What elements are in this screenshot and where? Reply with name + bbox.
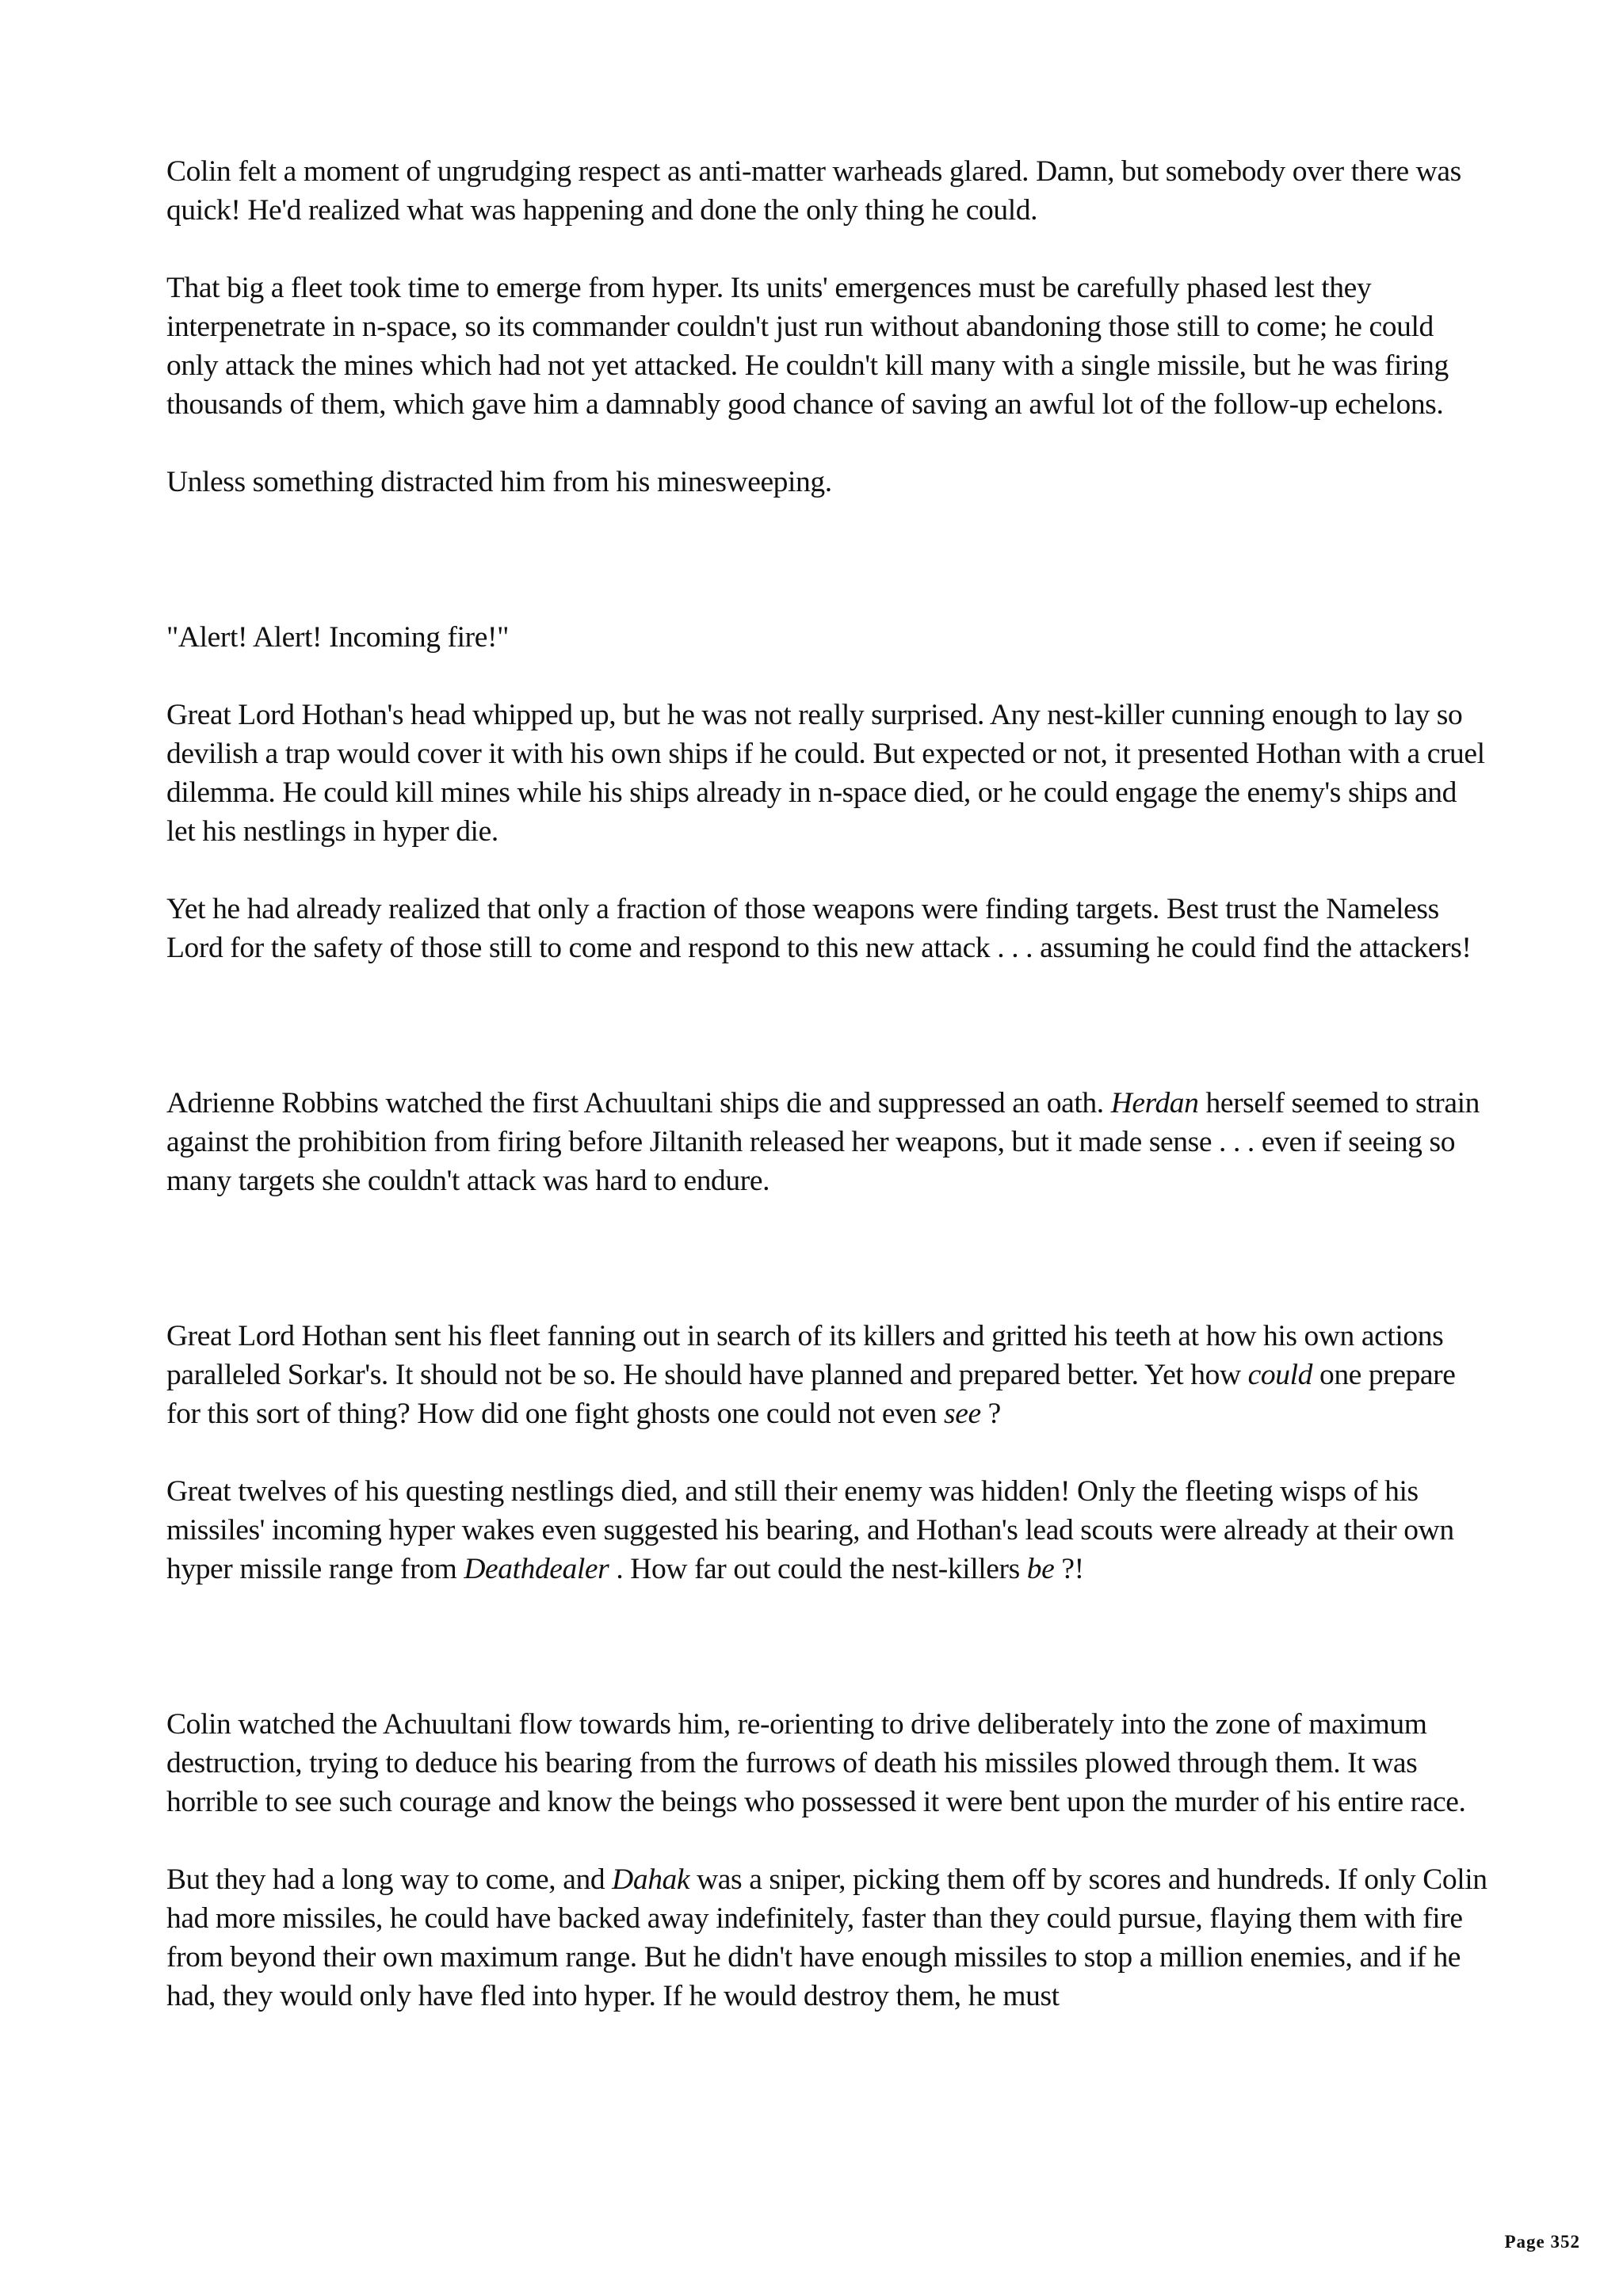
section-break	[166, 540, 1490, 618]
text-run: But they had a long way to come, and	[166, 1863, 613, 1896]
italic-text: be	[1026, 1553, 1055, 1585]
text-run: Great Lord Hothan sent his fleet fanning out in search of its killers and gritted his teeth at how his own actions paralleled Sorkar's. It should not be so. He should have planned and prepared better. Yet how	[166, 1320, 1444, 1391]
paragraph	[166, 1317, 1490, 1433]
text-run: was a sniper, picking them off by scores and hundreds. If only Colin had more missiles, he could have backed away indefinitely, faster than they could pursue, flaying them with fire from beyond their own maximum range. But he didn't have enough missiles to stop a million enemies, and if he had, they would only have fled into hyper. If he would destroy them, he must	[166, 1863, 1487, 2012]
paragraph	[166, 1084, 1490, 1200]
paragraph	[166, 1860, 1490, 2016]
text-run: . How far out could the nest-killers	[609, 1553, 1027, 1585]
text-run: That big a fleet took time to emerge from hyper. Its units' emergences must be carefully phased lest they interpenetrate in n-space, so its commander couldn't just run without abandoning those still to come; he could only attack the mines which had not yet attacked. He couldn't kill many with a single missile, but he was firing thousands of them, which gave him a damnably good chance of saving an awful lot of the follow-up echelons.	[166, 272, 1449, 421]
paragraph	[166, 696, 1490, 851]
text-run: Great twelves of his questing nestlings died, and still their enemy was hidden! Only the fleeting wisps of his missiles' incoming hyper wakes even suggested his bearing, and Hothan's lead scouts were already at their own hyper missile range from	[166, 1475, 1454, 1585]
text-run: one prepare for this sort of thing? How did one fight ghosts one could not even	[166, 1359, 1456, 1430]
text-run: ?	[980, 1398, 1001, 1430]
paragraph	[166, 463, 1490, 502]
paragraph	[166, 1705, 1490, 1821]
section-break	[166, 1627, 1490, 1705]
page-number: Page 352	[1504, 2232, 1580, 2252]
paragraph	[166, 1472, 1490, 1589]
text-run: Adrienne Robbins watched the first Achuultani ships die and suppressed an oath.	[166, 1087, 1111, 1119]
text-run: ?!	[1054, 1553, 1084, 1585]
text-run: Colin watched the Achuultani flow towards him, re-orienting to drive deliberately into the zone of maximum destruction, trying to deduce his bearing from the furrows of death his missiles plowed through them. It was horrible to see such courage and know the beings who possessed it were bent upon the murder of his entire race.	[166, 1708, 1466, 1818]
paragraph	[166, 890, 1490, 967]
text-run: herself seemed to strain against the prohibition from firing before Jiltanith released her weapons, but it made sense . . . even if seeing so many targets she couldn't attack was hard to endure.	[166, 1087, 1480, 1197]
italic-text: see	[944, 1398, 981, 1430]
paragraph	[166, 269, 1490, 424]
text-run: Colin felt a moment of ungrudging respect as anti-matter warheads glared. Damn, but somebody over there was quick! He'd realized what was happening and done the only thing he could.	[166, 155, 1461, 227]
italic-text: Herdan	[1110, 1087, 1199, 1119]
paragraph	[166, 152, 1490, 230]
italic-text: Deathdealer	[464, 1553, 609, 1585]
italic-text: could	[1247, 1359, 1312, 1391]
text-run: Unless something distracted him from his minesweeping.	[166, 466, 832, 498]
text-run: "Alert! Alert! Incoming fire!"	[166, 621, 509, 654]
document-body	[166, 152, 1490, 2054]
paragraph	[166, 618, 1490, 657]
text-run: Great Lord Hothan's head whipped up, but he was not really surprised. Any nest-killer cunning enough to lay so devilish a trap would cover it with his own ships if he could. But expected or not, it presented Hothan with a cruel dilemma. He could kill mines while his ships already in n-space died, or he could engage the enemy's ships and let his nestlings in hyper die.	[166, 699, 1485, 848]
text-run: Yet he had already realized that only a fraction of those weapons were finding targets. Best trust the Nameless Lord for the safety of those still to come and respond to this new attack . . . assuming he could find the attackers!	[166, 893, 1472, 964]
section-break	[166, 1006, 1490, 1084]
italic-text: Dahak	[612, 1863, 690, 1896]
section-break	[166, 1239, 1490, 1317]
